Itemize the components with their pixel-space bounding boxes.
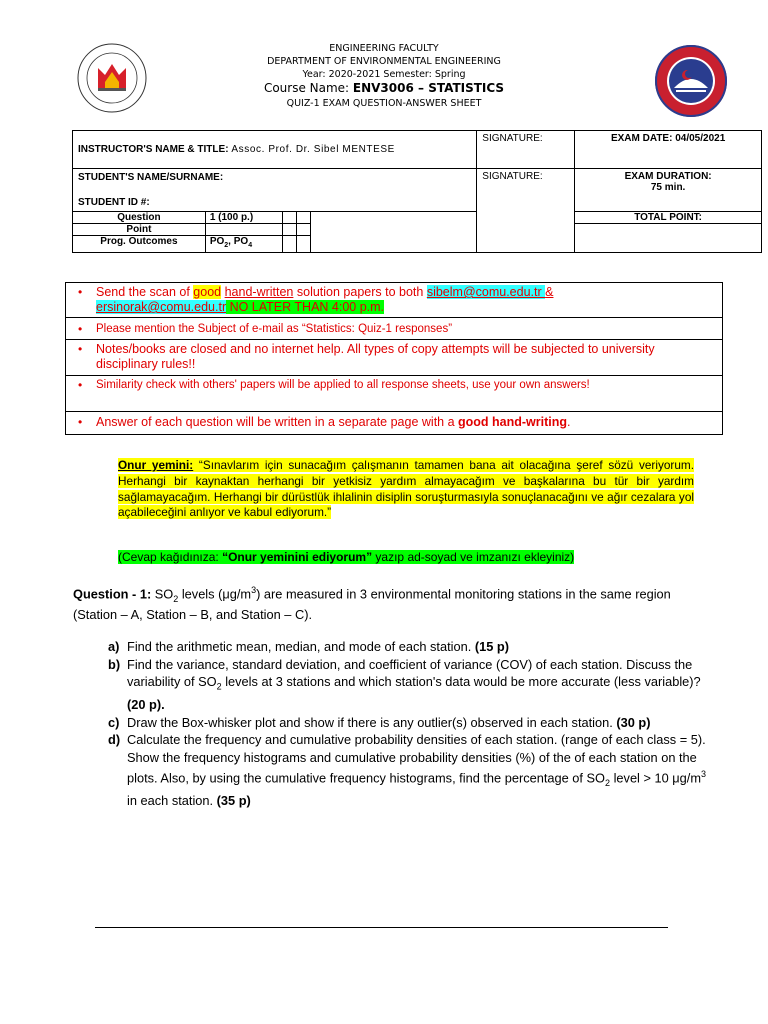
footer-divider: [95, 927, 668, 928]
signature-label-1: SIGNATURE:: [477, 131, 575, 169]
oath-instruction: (Cevap kağıdınıza: “Onur yeminini ediyorum” yazıp ad-soyad ve imzanızı ekleyiniz): [118, 550, 575, 564]
email-link-1[interactable]: sibelm@comu.edu.tr: [426, 285, 546, 299]
question-1-stem: Question - 1: $SO_2$ levels $(\mu g/m^3)$ are measured in 3 environmental monitoring stations in the same region (Station – A, Station – B, and Station – C).: [73, 585, 671, 623]
university-seal: [654, 44, 728, 118]
rule-similarity-check: • Similarity check with others' papers will be applied to all response sheets, use your own answers!: [66, 376, 722, 412]
instructor-name: Assoc. Prof. Dr. Sibel MENTESE: [228, 144, 395, 155]
faculty-title: ENGINEERING FACULTY: [329, 43, 439, 54]
student-name-label: STUDENT'S NAME/SURNAME:: [78, 172, 224, 183]
question-item-b: b) Find the variance, standard deviation, and coefficient of variance (COV) of each station. Discuss the variability of $SO_2$ levels at 3 stations and which station's data would be more accurate (less variable)? (20 p).: [108, 656, 701, 713]
outcomes-label-cell: Prog. Outcomes: [73, 236, 206, 253]
department-title: DEPARTMENT OF ENVIRONMENTAL ENGINEERING: [267, 56, 501, 67]
honor-oath: [118, 458, 694, 521]
total-point-label: TOTAL POINT:: [575, 212, 762, 224]
student-id-label: STUDENT ID #:: [78, 197, 150, 208]
total-point-value: [575, 224, 762, 253]
outcomes-value-cell: $PO_2$, $PO_4$: [205, 236, 282, 253]
highlight-good: good: [193, 285, 222, 299]
question-value-cell: 1 (100 p.): [205, 212, 282, 224]
question-label-cell: Question: [73, 212, 206, 224]
oath-title: Onur yemini:: [118, 458, 194, 472]
point-value-cell: [205, 224, 282, 236]
oath-text: “Sınavlarım için sunacağım çalışmanın tamamen bana ait olacağına şeref sözü veriyorum. Herhangi bir kaynaktan herhangi bir yetkisiz yardım almayacağım ve başkalarına bu tür bir yardım sağlamayacağım. Herhangi bir dürüstlük ihlalinin disiplin soruşturmasıyla sonuçlanacağını ve ağır cezalara yol açabileceğini anlıyor ve kabul ediyorum.”: [118, 458, 695, 520]
question-item-c: c) Draw the Box-whisker plot and show if there is any outlier(s) observed in each station. (30 p): [108, 714, 651, 730]
rule-closed-book: • Notes/books are closed and no internet help. All types of copy attempts will be subjected to university disciplinary rules!!: [66, 340, 722, 376]
faculty-logo: [76, 42, 148, 114]
point-label-cell: Point: [73, 224, 206, 236]
rule-send-scan: • Send the scan of good hand-written solution papers to both sibelm@comu.edu.tr & ersinorak@comu.edu.tr NO LATER THAN 4:00 p.m.: [66, 283, 722, 318]
year-semester: Year: 2020-2021 Semester: Spring: [302, 69, 466, 80]
rule-email-subject: • Please mention the Subject of e-mail as “Statistics: Quiz-1 responses”: [66, 318, 722, 340]
exam-duration: EXAM DURATION: 75 min.: [575, 169, 762, 212]
question-item-a: a) Find the arithmetic mean, median, and mode of each station. (15 p): [108, 639, 509, 654]
signature-label-2: SIGNATURE:: [477, 169, 575, 253]
email-link-2[interactable]: ersinorak@comu.edu.tr: [96, 300, 227, 314]
rule-separate-page: • Answer of each question will be written in a separate page with a good hand-writing.: [78, 415, 571, 429]
exam-rules-box: [65, 282, 723, 435]
instructor-label: INSTRUCTOR'S NAME & TITLE:: [78, 144, 229, 155]
instructor-cell: [73, 131, 477, 169]
student-cell: [73, 169, 477, 212]
course-name: Course Name: ENV3006 – STATISTICS: [263, 81, 505, 95]
question-item-d: d) Calculate the frequency and cumulative probability densities of each station. (range of each class = 5). Show the frequency histograms and cumulative probability densities (%) of the of each station on the plots. Also, by using the cumulative frequency histograms, find the percentage of $SO_2$ level > 10 $\mu g/m^3$ in each station. (35 p): [108, 732, 706, 809]
exam-date: EXAM DATE: 04/05/2021: [575, 131, 762, 169]
question-label: Question - 1:: [73, 586, 152, 602]
sheet-title: QUIZ-1 EXAM QUESTION-ANSWER SHEET: [286, 98, 482, 109]
question-items: [108, 638, 708, 810]
exam-info-table: [72, 130, 762, 253]
deadline-highlight: NO LATER THAN 4:00 p.m.: [226, 300, 385, 314]
